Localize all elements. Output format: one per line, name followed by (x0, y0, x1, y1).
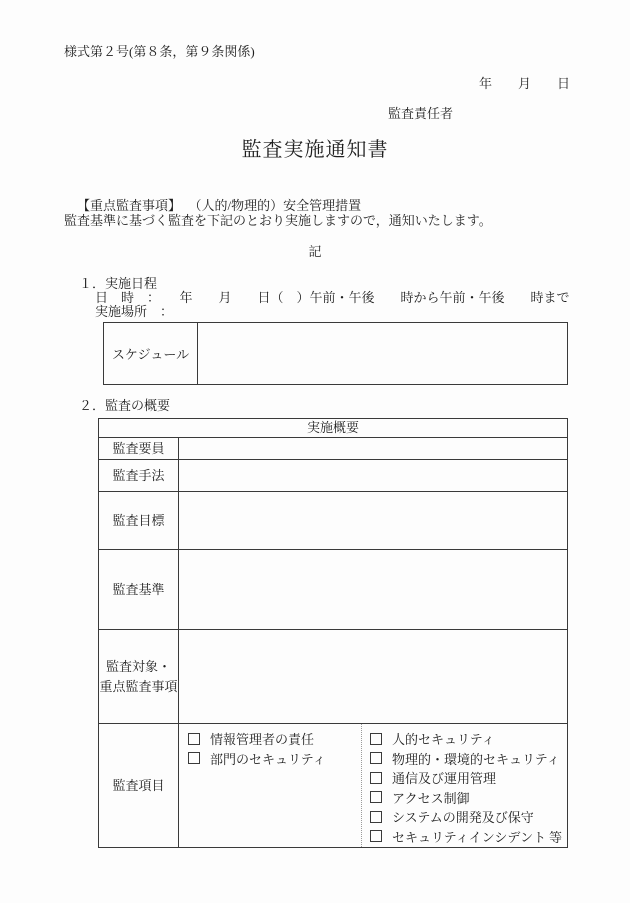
priority-audit-value: （人的/物理的）安全管理措置 (195, 197, 362, 213)
audit-items-left-column (179, 724, 361, 847)
audit-item (370, 749, 567, 769)
row-value-cell (179, 630, 567, 723)
row-label: 監査項目 (99, 724, 179, 847)
row-label (99, 630, 179, 723)
audit-item (188, 729, 361, 749)
audit-item (370, 768, 567, 788)
table-row-target (99, 630, 567, 724)
document-title: 監査実施通知書 (241, 139, 389, 161)
ki-marker: 記 (308, 244, 322, 259)
row-label: 監査基準 (99, 550, 179, 629)
row-value-cell (179, 438, 567, 459)
checkbox-unchecked-icon (370, 811, 382, 823)
checkbox-unchecked-icon (188, 752, 200, 764)
schedule-table (103, 322, 568, 385)
row-value-cell (179, 550, 567, 629)
etc-label: 等 (548, 830, 562, 845)
schedule-value-cell (198, 323, 567, 384)
row-label-line2: 重点監査事項 (99, 678, 178, 694)
row-label-line1: 監査対象・ (105, 658, 171, 674)
notice-body: 監査基準に基づく監査を下記のとおり実施しますので，通知いたします。 (64, 213, 492, 228)
table-row-method (99, 460, 567, 492)
overview-table-header: 実施概要 (99, 419, 567, 438)
datetime-line: 日 時 ： 年 月 日（ ）午前・午後 時から午前・午後 時まで (95, 290, 570, 305)
location-line: 実施場所 ： (95, 304, 174, 319)
audit-item-label: 部門のセキュリティ (210, 751, 326, 767)
audit-item (370, 827, 567, 847)
row-value-cell (179, 492, 567, 549)
audit-manager-label: 監査責任者 (388, 106, 454, 121)
audit-item-label: アクセス制御 (392, 790, 470, 806)
checkbox-unchecked-icon (370, 830, 382, 842)
row-label: 監査要員 (99, 438, 179, 459)
audit-items-area (179, 724, 567, 847)
date-placeholder-line: 年 月 日 (479, 76, 571, 91)
audit-item (370, 807, 567, 827)
checkbox-unchecked-icon (370, 752, 382, 764)
row-label: 監査目標 (99, 492, 179, 549)
form-number: 様式第２号(第８条，第９条関係) (64, 44, 255, 59)
priority-audit-label: 【重点監査事項】 (77, 197, 182, 213)
row-label: 監査手法 (99, 460, 179, 491)
section1-heading: １．実施日程 (79, 276, 158, 291)
table-row-criteria (99, 550, 567, 630)
audit-item-label: 人的セキュリティ (392, 732, 495, 748)
overview-table (98, 418, 568, 848)
table-row-auditors (99, 438, 567, 460)
audit-item (370, 788, 567, 808)
audit-item (370, 729, 567, 749)
table-row-objective (99, 492, 567, 550)
audit-items-right-column (361, 724, 567, 847)
checkbox-unchecked-icon (370, 772, 382, 784)
audit-item-label: システムの開発及び保守 (392, 810, 534, 826)
row-value-cell (179, 460, 567, 491)
checkbox-unchecked-icon (188, 733, 200, 745)
table-row-audit-items (99, 724, 567, 847)
audit-item-label: 情報管理者の責任 (210, 732, 315, 748)
checkbox-unchecked-icon (370, 791, 382, 803)
audit-item-label: 物理的・環境的セキュリティ (392, 751, 560, 767)
audit-item-label: 通信及び運用管理 (392, 771, 497, 787)
audit-item (188, 749, 361, 769)
schedule-label-cell: スケジュール (104, 323, 198, 384)
audit-item-label: セキュリティインシデント (392, 829, 547, 845)
section2-heading: ２．監査の概要 (79, 398, 171, 413)
row-value-cell (179, 724, 567, 847)
checkbox-unchecked-icon (370, 733, 382, 745)
